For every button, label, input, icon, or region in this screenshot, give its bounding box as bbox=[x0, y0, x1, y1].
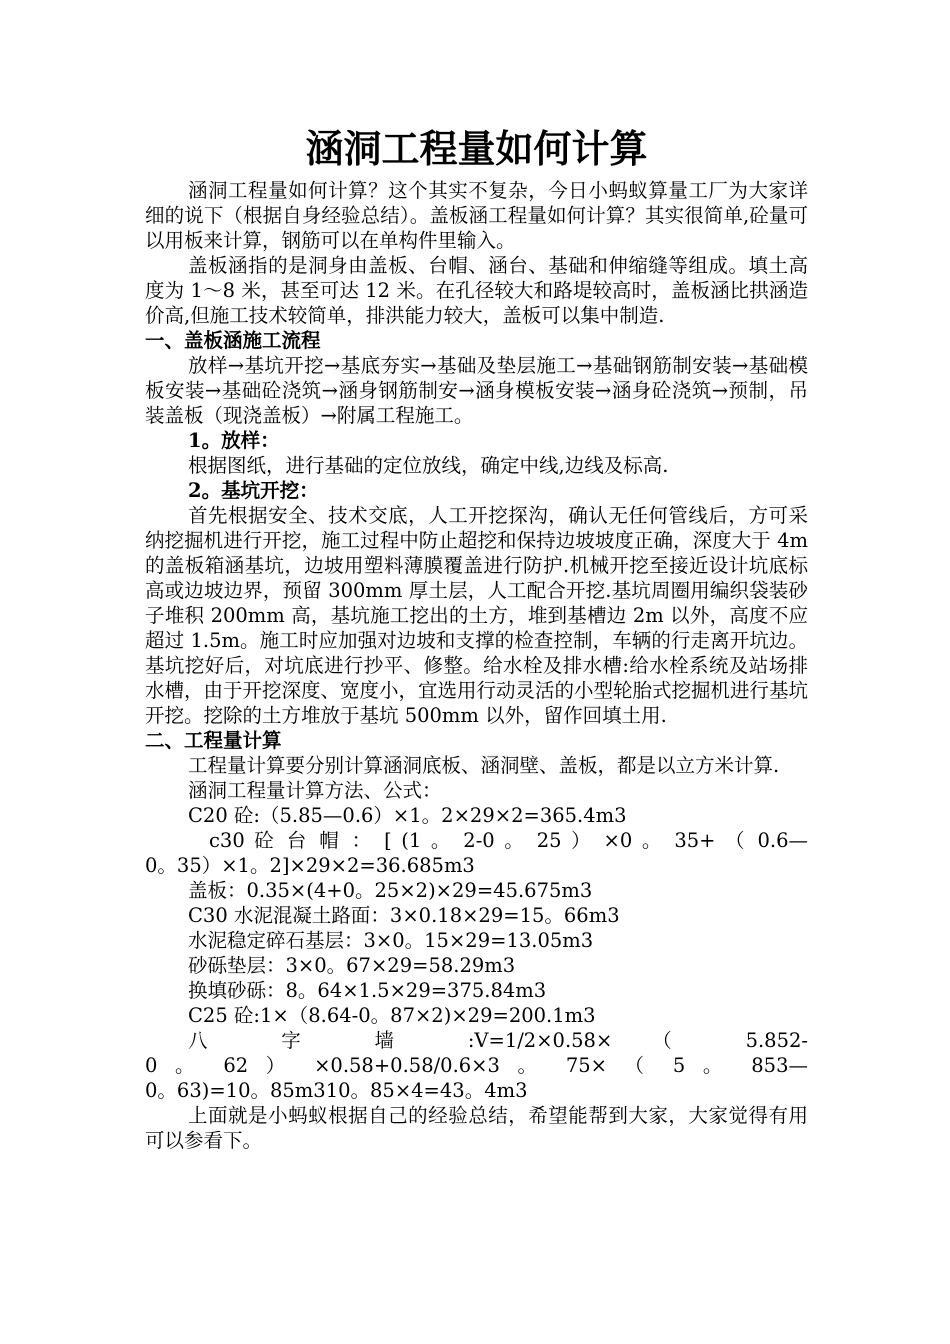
document-page bbox=[145, 120, 808, 1153]
intro-paragraph: 涵洞工程量如何计算？这个其实不复杂，今日小蚂蚁算量工厂为大家详细的说下（根据自身经验总结）。盖板涵工程量如何计算？其实很简单,砼量可以用板来计算，钢筋可以在单构件里输入。 bbox=[145, 179, 808, 252]
page-title: 涵洞工程量如何计算 bbox=[305, 127, 648, 171]
formula-gravel: 砂砾垫层：3×0。67×29=58.29m3 bbox=[188, 954, 516, 977]
formula-gaiban: 盖板：0.35×(4+0。25×2)×29=45.675m3 bbox=[188, 879, 593, 902]
formula-wall-line2: 0 。 62 ） ×0.58+0.58/0.6×3 。 75× （ 5 。 853— bbox=[145, 1054, 808, 1077]
formula-c30-line2: 0。35）×1。2]×29×2=36.685m3 bbox=[145, 854, 475, 877]
formula-wall-line1: 八 字 墙 :V=1/2×0.58× （ 5.852- bbox=[188, 1029, 808, 1052]
step-heading-layout: 1。放样： bbox=[188, 429, 280, 452]
definition-paragraph: 盖板涵指的是洞身由盖板、台帽、涵台、基础和伸缩缝等组成。填土高度为 1～8 米，甚至可达 12 米。在孔径较大和路堤较高时，盖板涵比拱涵造价高,但施工技术较简单，排洪能力较大，盖板可以集中制造. bbox=[145, 254, 808, 327]
formula-c25: C25 砼:1×（8.64-0。87×2)×29=200.1m3 bbox=[188, 1004, 596, 1027]
step-heading-excavation: 2。基坑开挖： bbox=[188, 479, 319, 502]
formula-c30-line1: c30 砼 台 帽 ： [ (1 。 2-0 。 25 ） ×0 。 35+ （ 0.6— bbox=[209, 829, 808, 852]
section-heading-process: 一、盖板涵施工流程 bbox=[145, 329, 321, 352]
step-excavation-paragraph: 首先根据安全、技术交底，人工开挖探沟，确认无任何管线后，方可采纳挖掘机进行开挖，施工过程中防止超挖和保持边坡坡度正确，深度大于 4m 的盖板箱涵基坑，边坡用塑料薄膜覆盖进行防护.机械开挖至接近设计坑底标高或边坡边界，预留 300mm 厚土层，人工配合开挖.基坑周圈用编织袋装砂子堆积 200mm 高，基坑施工挖出的土方，堆到基槽边 2m 以外，高度不应超过 1.5m。施工时应加强对边坡和支撑的检查控制，车辆的行走离开坑边。基坑挖好后，对坑底进行抄平、修整。给水栓及排水槽:给水栓系统及站场排水槽，由于开挖深度、宽度小，宜选用行动灵活的小型轮胎式挖掘机进行基坑开挖。挖除的土方堆放于基坑 500mm 以外，留作回填土用. bbox=[145, 504, 809, 727]
formula-base: 水泥稳定碎石基层：3×0。15×29=13.05m3 bbox=[188, 929, 594, 952]
calculation-paragraph: 工程量计算要分别计算涵洞底板、涵洞壁、盖板，都是以立方米计算. bbox=[188, 754, 780, 777]
process-paragraph: 放样→基坑开挖→基底夯实→基础及垫层施工→基础钢筋制安装→基础模板安装→基础砼浇筑→涵身钢筋制安→涵身模板安装→涵身砼浇筑→预制，吊装盖板（现浇盖板）→附属工程施工。 bbox=[145, 354, 808, 427]
formula-sand: 换填砂砾：8。64×1.5×29=375.84m3 bbox=[188, 979, 547, 1002]
formula-c20: C20 砼:（5.85—0.6）×1。2×29×2=365.4m3 bbox=[188, 804, 627, 827]
step-layout-paragraph: 根据图纸，进行基础的定位放线，确定中线,边线及标高. bbox=[188, 454, 669, 477]
section-heading-calculation: 二、工程量计算 bbox=[145, 729, 282, 752]
formula-intro: 涵洞工程量计算方法、公式： bbox=[188, 779, 442, 802]
formula-road: C30 水泥混凝土路面：3×0.18×29=15。66m3 bbox=[188, 904, 620, 927]
closing-paragraph: 上面就是小蚂蚁根据自己的经验总结，希望能帮到大家，大家觉得有用可以参看下。 bbox=[145, 1104, 808, 1152]
formula-wall-line3: 0。63)=10。85m310。85×4=43。4m3 bbox=[145, 1079, 528, 1102]
